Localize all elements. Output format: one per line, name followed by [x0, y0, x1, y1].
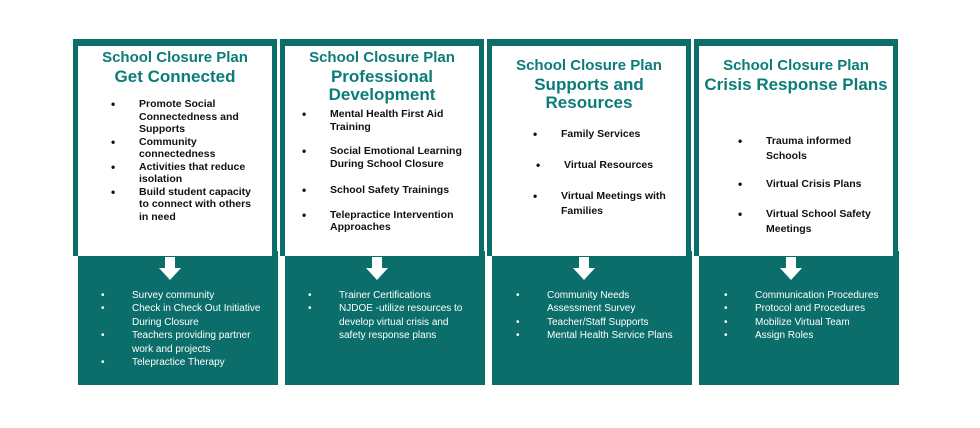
card-title-line1: School Closure Plan — [723, 57, 869, 74]
action-item: • Teacher/Staff Supports — [547, 316, 677, 329]
goal-list — [561, 128, 671, 219]
card-title — [703, 58, 889, 94]
action-list — [547, 289, 677, 343]
card-title — [496, 58, 682, 111]
action-item: • Mobilize Virtual Team — [755, 316, 890, 329]
goal-item: • Promote Social Connectedness and Supports — [139, 98, 259, 136]
action-item: • Telepractice Therapy — [132, 356, 272, 369]
goal-item: • Virtual School Safety Meetings — [766, 207, 876, 237]
goal-item: • Telepractice Intervention Approaches — [330, 209, 470, 234]
column-supports-and-resources — [487, 39, 693, 385]
goal-item: • Family Services — [561, 128, 671, 141]
card-title — [82, 50, 268, 86]
action-list — [339, 289, 474, 343]
goal-item: • Virtual Crisis Plans — [766, 178, 876, 191]
card-title-line1: School Closure Plan — [102, 49, 248, 66]
card-title-line2: Get Connected — [114, 66, 236, 86]
goal-item: • Virtual Meetings with Families — [561, 189, 671, 219]
card-title-line2: Professional Development — [328, 66, 436, 104]
goal-item: • School Safety Trainings — [330, 184, 470, 197]
card-title-line2: Supports and Resources — [534, 74, 644, 112]
action-item: • Check in Check Out Initiative During Closure — [132, 302, 272, 329]
goal-item: • Trauma informed Schools — [766, 134, 876, 164]
action-item: • Communication Procedures — [755, 289, 890, 302]
goal-item: • Social Emotional Learning During School Closure — [330, 145, 470, 170]
card-title-line1: School Closure Plan — [516, 57, 662, 74]
goal-item: • Build student capacity to connect with others in need — [139, 186, 259, 224]
column-professional-development — [280, 39, 486, 385]
card-title-line1: School Closure Plan — [309, 49, 455, 66]
action-item: • Assign Roles — [755, 329, 890, 342]
column-get-connected — [73, 39, 279, 385]
column-crisis-response-plans — [694, 39, 900, 385]
action-list — [132, 289, 272, 369]
action-item: • NJDOE -utilize resources to develop virtual crisis and safety response plans — [339, 302, 474, 342]
card-title-line2: Crisis Response Plans — [704, 74, 888, 94]
goal-item: • Community connectedness — [139, 136, 259, 161]
action-item: • Community Needs Assessment Survey — [547, 289, 677, 316]
action-item: • Survey community — [132, 289, 272, 302]
goal-list — [766, 134, 876, 237]
goal-list — [330, 108, 470, 234]
goal-item: • Virtual Resources — [564, 159, 674, 172]
goal-list — [139, 98, 259, 223]
goal-item: • Activities that reduce isolation — [139, 161, 259, 186]
action-list — [755, 289, 890, 343]
action-item: • Mental Health Service Plans — [547, 329, 677, 342]
action-item: • Protocol and Procedures — [755, 302, 890, 315]
action-item: • Trainer Certifications — [339, 289, 474, 302]
card-title — [289, 50, 475, 103]
goal-item: • Mental Health First Aid Training — [330, 108, 470, 133]
action-item: • Teachers providing partner work and projects — [132, 329, 272, 356]
